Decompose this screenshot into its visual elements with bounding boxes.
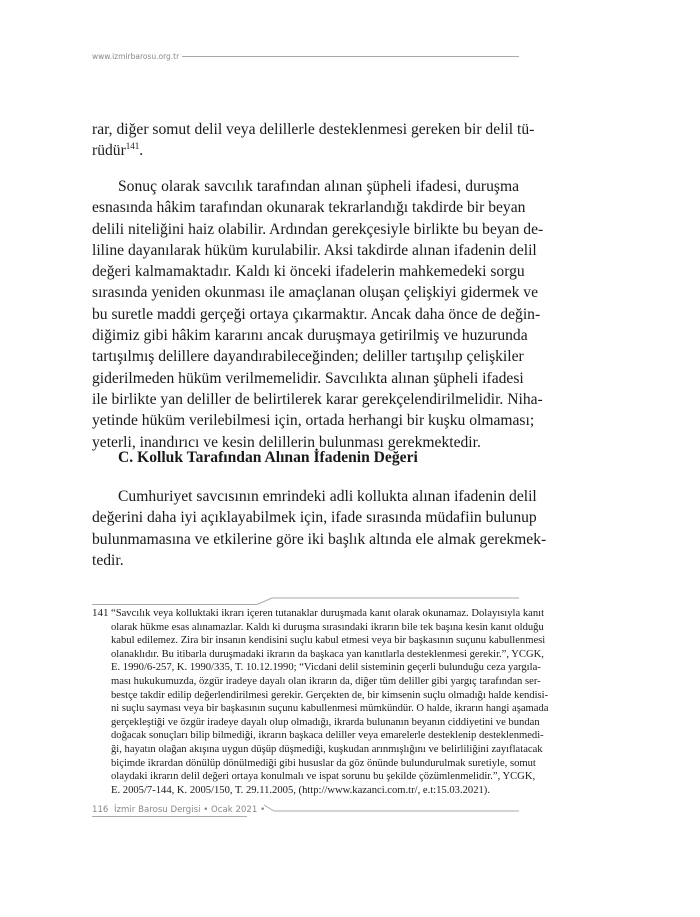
footnote-line: bestçe takdir edilip değerlendirilmesi gerekir. Gerçekten de, bir kimsenin suçlu olmadığı halde kendisi- (111, 689, 549, 701)
text-line: Sonuç olarak savcılık tarafından alınan şüpheli ifadesi, duruşma (118, 178, 519, 195)
text-line (92, 140, 519, 161)
footnote-line: E. 1990/6-257, K. 1990/335, T. 10.12.1990; “Vicdani delil sisteminin geçerli bulunduğu ceza yargıla- (111, 662, 541, 674)
text-line-end: yeterli, inandırıcı ve kesin delillerin bulunması gerekmektedir. (92, 433, 481, 451)
footnote-line: biçimde ikrardan dönülüp dönülmediği gibi hususlar da göz önünde bulundurulmak suretiyle, somut (111, 757, 536, 769)
footnote-line: gerçekleştiği ve özgür iradeye dayalı olup olmadığı, ikrarda bulunanın beyanın ciddiyetini ve bundan (111, 716, 540, 728)
page-header (92, 52, 519, 61)
footnote-reference[interactable]: 141 (125, 141, 140, 152)
text-line: delili niteliğini haiz olabilir. Ardından gerekçesiyle birlikte bu beyan de- (92, 220, 544, 238)
section-heading: C. Kolluk Tarafından Alınan İfadenin Değeri (118, 449, 418, 466)
header-rule (182, 56, 519, 57)
footnote-separator (92, 597, 519, 605)
footnote-line: doğacak sonuçları bilip bilmediği, ikrarın başkaca deliller veya emarelerle desteklenip desteklenmedi- (111, 730, 544, 742)
footnote-line: E. 2005/7-144, K. 2005/150, T. 29.11.2005, (http://www.kazanci.com.tr/, e.t:15.03.2021). (111, 784, 490, 796)
text-line: giderilmeden hüküm verilmemelidir. Savcılıkta alınan şüpheli ifadesi (92, 369, 524, 387)
text-line: değeri kalmamaktadır. Kaldı ki önceki ifadelerin mahkemedeki sorgu (92, 263, 525, 281)
paragraph-continuation (92, 119, 535, 162)
text-line: sırasında yeniden okunması ile amaçlanan oluşan çelişkiyi gidermek ve (92, 284, 539, 302)
punctuation: . (139, 142, 144, 160)
journal-name: İzmir Barosu Dergisi • Ocak 2021 • (114, 805, 266, 815)
footnote-line: olarak hükme esas alınamazlar. Kaldı ki duruşma sırasındaki ikrarın bile tek başına kesin kanıt olduğu (111, 621, 544, 633)
text-line: değerini daha iyi açıklayabilmek için, ifade sırasında müdafiin bulunup (92, 509, 537, 527)
paragraph-conclusion (92, 176, 544, 453)
text-line: Cumhuriyet savcısının emrindeki adli kollukta alınan ifadenin delil (118, 488, 537, 505)
text-line: yetinde hüküm verilebilmesi için, ortada herhangi bir kuşku olmaması; (92, 412, 535, 430)
text-line: bulunmamasına ve etkilerine göre iki başlık altında ele almak gerekmek- (92, 530, 547, 548)
section-heading-wrap (92, 447, 519, 469)
text-line-end: rüdür (92, 142, 126, 160)
text-line: ile birlikte yan deliller de belirtilerek karar gerekçelendirilmelidir. Niha- (92, 390, 543, 408)
footnote-line: olanaklıdır. Bu itibarla duruşmadaki ikrarın da başkaca yan kanıtlarla desteklenmesi gerekir.”, YCGK, (111, 648, 544, 660)
footnote-141 (92, 607, 549, 797)
text-line: tartışılmış delillere dayandırabileceğinden; deliller tartışılıp çelişkiler (92, 348, 524, 366)
footnote-line: ni suçlu sayması veya bir başkasının suçunu kabullenmesi mümkündür. O halde, ikrarın hangi aşamada (111, 703, 549, 715)
header-url: www.izmirbarosu.org.tr (92, 52, 180, 61)
text-line: esnasında hâkim tarafından okunarak tekrarlandığı takdirde bir beyan (92, 199, 526, 217)
footnote-line: ması hukukumuzda, özgür iradeye dayalı olan ikrarın da, diğer tüm deliller gibi yargıç tarafından ser- (111, 675, 541, 687)
text-line: liline dayanılarak hüküm kurulabilir. Aksi takdirde alınan ifadenin delil (92, 241, 537, 259)
footnote-line: olaydaki ikrarın delil değeri ortaya konulmalı ve ispat sorunu bu şekilde çözümlenmelidir.”, YCGK, (111, 771, 536, 783)
text-line (92, 550, 519, 571)
text-line: rar, diğer somut delil veya delillerle desteklenmesi gereken bir delil tü- (92, 121, 535, 138)
footnote-line: “Savcılık veya kolluktaki ikrarı içeren tutanaklar duruşmada kanıt olarak okunamaz. Dolayısıyla kanıt (111, 608, 545, 619)
text-line: diğimiz gibi hâkim kararını ancak duruşmaya getirilmiş ve huzurunda (92, 327, 528, 345)
paragraph-kolluk-intro (92, 486, 547, 571)
footnote-line: kabul edilemez. Zira bir insanın kendisini suçlu kabul etmesi veya bir başkasının suçunu kabullenmesi (111, 635, 546, 647)
footnote-line: ği, hayatın olağan akışına uygun düşüp düşmediği, kuşkudan arınmışlığını ve belirliliğini zayıflatacak (111, 743, 543, 755)
text-line: bu suretle maddi gerçeği ortaya çıkarmaktır. Ancak daha önce de değin- (92, 305, 541, 323)
page-footer (92, 803, 519, 817)
page-number: 116 (92, 805, 109, 815)
footnote-number: 141 (92, 607, 109, 619)
text-line-end: tedir. (92, 551, 124, 569)
